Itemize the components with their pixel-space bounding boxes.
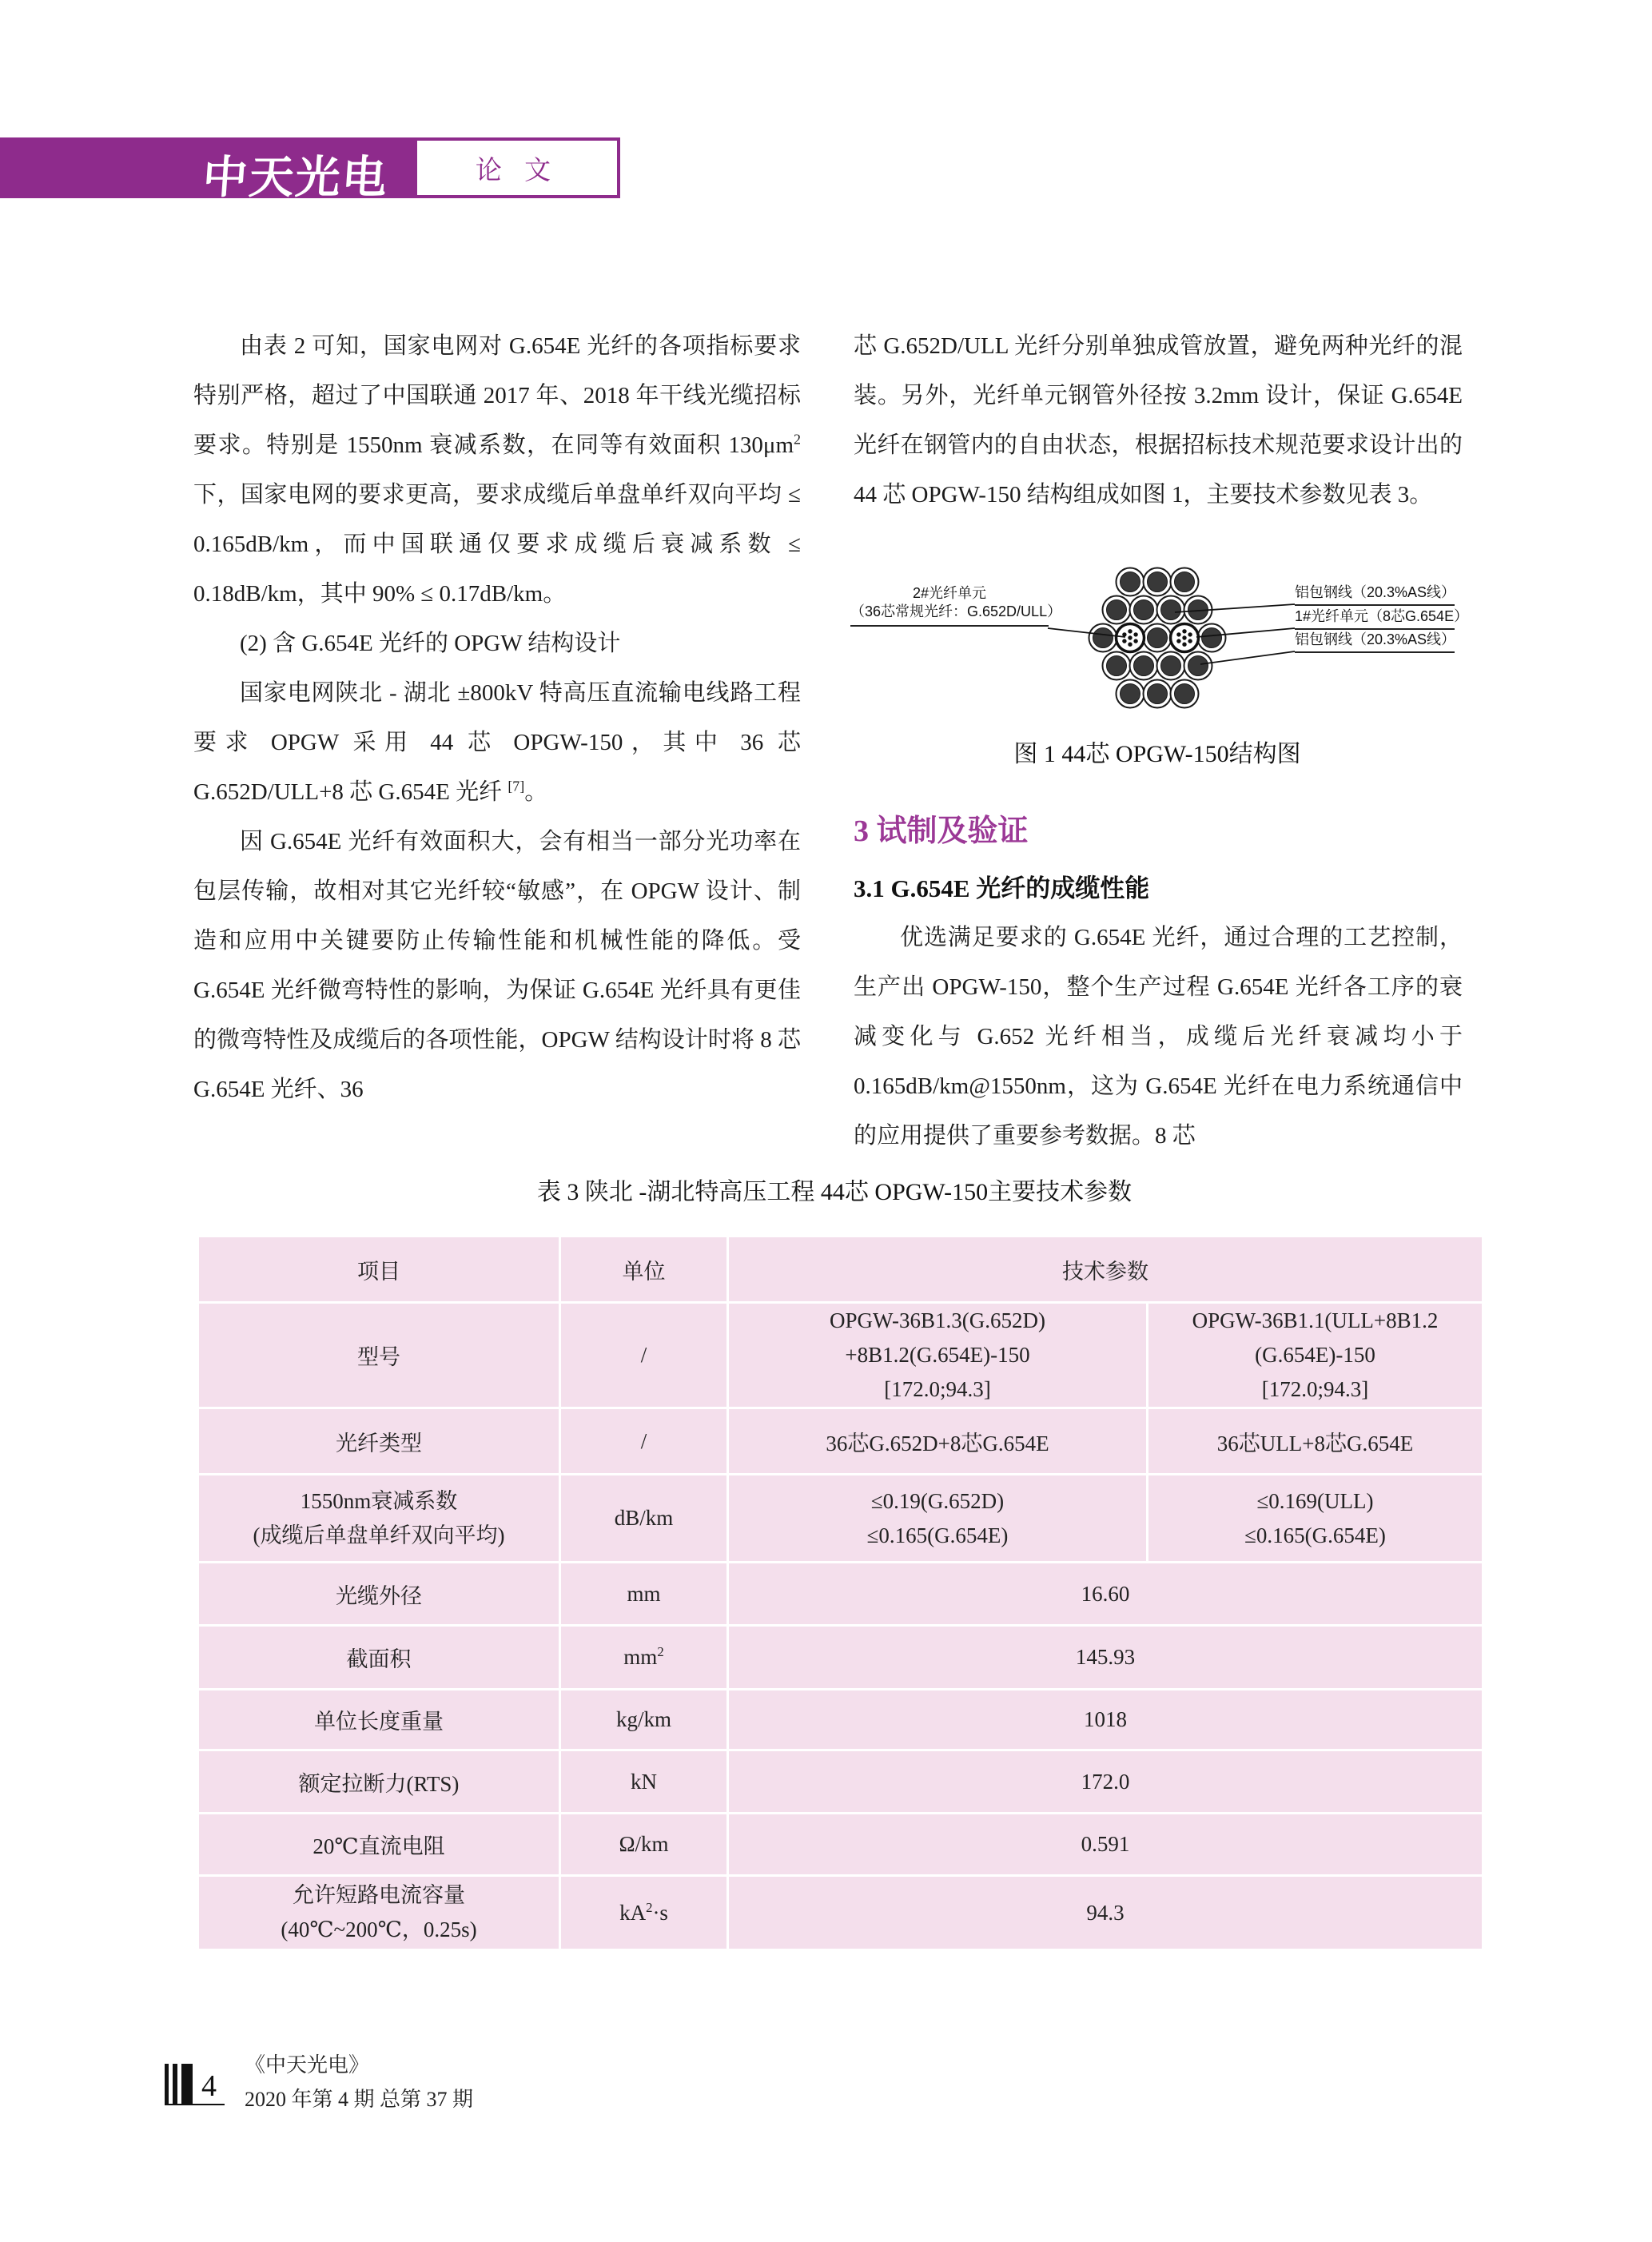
table-row: 允许短路电流容量 (40℃~200℃，0.25s) $kA^2\cdot s$ 94.3 [199, 1877, 1482, 1949]
paragraph-4: 因 G.654E 光纤有效面积大，会有相当一部分光功率在包层传输，故相对其它光纤较“敏感”，在 OPGW 设计、制造和应用中关键要防止传输性能和机械性能的降低。受 G.654E 光纤微弯特性的影响，为保证 G.654E 光纤具有更佳的微弯特性及成缆后的各项性能，OPGW 结构设计时将 8 芯 G.654E 光纤、36 [193, 829, 801, 1102]
figure-caption: 图 1 44芯 OPGW-150结构图 [1013, 741, 1301, 767]
page-number: 4 [201, 2069, 217, 2103]
paper-tag-label: 论 文 [475, 156, 559, 185]
table-row: 额定拉断力(RTS) kN 172.0 [199, 1751, 1482, 1812]
paragraph-2: (2) 含 G.654E 光纤的 OPGW 结构设计 [240, 631, 621, 656]
header-param: 技术参数 [729, 1237, 1482, 1301]
header-unit: 单位 [561, 1237, 726, 1301]
table-row: 光纤类型 / 36芯G.652D+8芯G.654E 36芯ULL+8芯G.654E [199, 1409, 1482, 1473]
figure-label-fiber-unit-2: 2#光纤单元 （36芯常规光纤：G.652D/ULL） [850, 584, 1049, 627]
paper-tag-box [414, 137, 620, 198]
left-column [193, 321, 801, 1114]
figure-label-as-wire-bottom: 铝包钢线（20.3%AS线） [1295, 629, 1455, 653]
section-heading: 3 试制及验证 [854, 814, 1029, 848]
footer-bar-icon [173, 2064, 177, 2104]
table-row: 20℃直流电阻 Ω/km 0.591 [199, 1814, 1482, 1874]
journal-title: 《中天光电》 [245, 2053, 370, 2077]
figure-label-as-wire-top: 铝包钢线（20.3%AS线） [1295, 582, 1455, 606]
table-row: 单位长度重量 kg/km 1018 [199, 1690, 1482, 1749]
right-column-top [854, 321, 1463, 520]
footer-journal-info [245, 2048, 473, 2117]
table-row: 型号 / OPGW-36B1.3(G.652D) +8B1.2(G.654E)-150 [172.0;94.3] OPGW-36B1.1(ULL+8B1.2 (G.654E)-150 [172.0;94.3] [199, 1304, 1482, 1407]
footer-bar-icon [165, 2064, 169, 2104]
header-band [0, 137, 414, 204]
right-column-bottom [854, 913, 1463, 1161]
table-row: 1550nm衰减系数 (成缆后单盘单纤双向平均) dB/km ≤0.19(G.652D) ≤0.165(G.654E) ≤0.169(ULL) ≤0.165(G.654E) [199, 1475, 1482, 1561]
header-item: 项目 [199, 1237, 559, 1301]
tech-parameters-table [197, 1235, 1484, 1951]
paragraph-5: 芯 G.652D/ULL 光纤分别单独成管放置，避免两种光纤的混装。另外，光纤单元钢管外径按 3.2mm 设计，保证 G.654E 光纤在钢管内的自由状态，根据招标技术规范要求设计出的 44 芯 OPGW-150 结构组成如图 1，主要技术参数见表 3。 [854, 333, 1463, 508]
paragraph-1: 由表 2 可知，国家电网对 G.654E 光纤的各项指标要求特别严格，超过了中国联通 2017 年、2018 年干线光缆招标要求。特别是 1550nm 衰减系数，在同等有效面积 $130\mu m^2$ 下，国家电网的要求更高，要求成缆后单盘单纤双向平均 ≤ 0.165dB/km，而中国联通仅要求成缆后衰减系数 ≤ 0.18dB/km，其中 90% ≤ 0.17dB/km。 [193, 333, 801, 607]
table-row: 截面积 $mm^2$ 145.93 [199, 1627, 1482, 1688]
table-row: 光缆外径 mm 16.60 [199, 1563, 1482, 1624]
table-header-row [199, 1237, 1482, 1301]
brand-logo: 中天光电 [201, 151, 391, 204]
page-number-mark [165, 2062, 225, 2105]
journal-issue: 2020 年第 4 期 总第 37 期 [245, 2088, 474, 2111]
table-caption: 表 3 陕北 -湖北特高压工程 44芯 OPGW-150主要技术参数 [536, 1179, 1133, 1205]
paragraph-3: 国家电网陕北 - 湖北 ±800kV 特高压直流输电线路工程要求 OPGW 采用 44 芯 OPGW-150，其中 36 芯 G.652D/ULL+8 芯 G.654E 光纤 [7]。 [193, 680, 801, 805]
paragraph-6: 优选满足要求的 G.654E 光纤，通过合理的工艺控制，生产出 OPGW-150，整个生产过程 G.654E 光纤各工序的衰减变化与 G.652 光纤相当，成缆后光纤衰减均小于 0.165dB/km@1550nm，这为 G.654E 光纤在电力系统通信中的应用提供了重要参考数据。8 芯 [854, 925, 1463, 1149]
footer-bar-icon [181, 2064, 193, 2104]
figure-label-fiber-unit-1: 1#光纤单元（8芯G.654E） [1295, 606, 1455, 630]
subsection-heading: 3.1 G.654E 光纤的成缆性能 [854, 874, 1150, 902]
